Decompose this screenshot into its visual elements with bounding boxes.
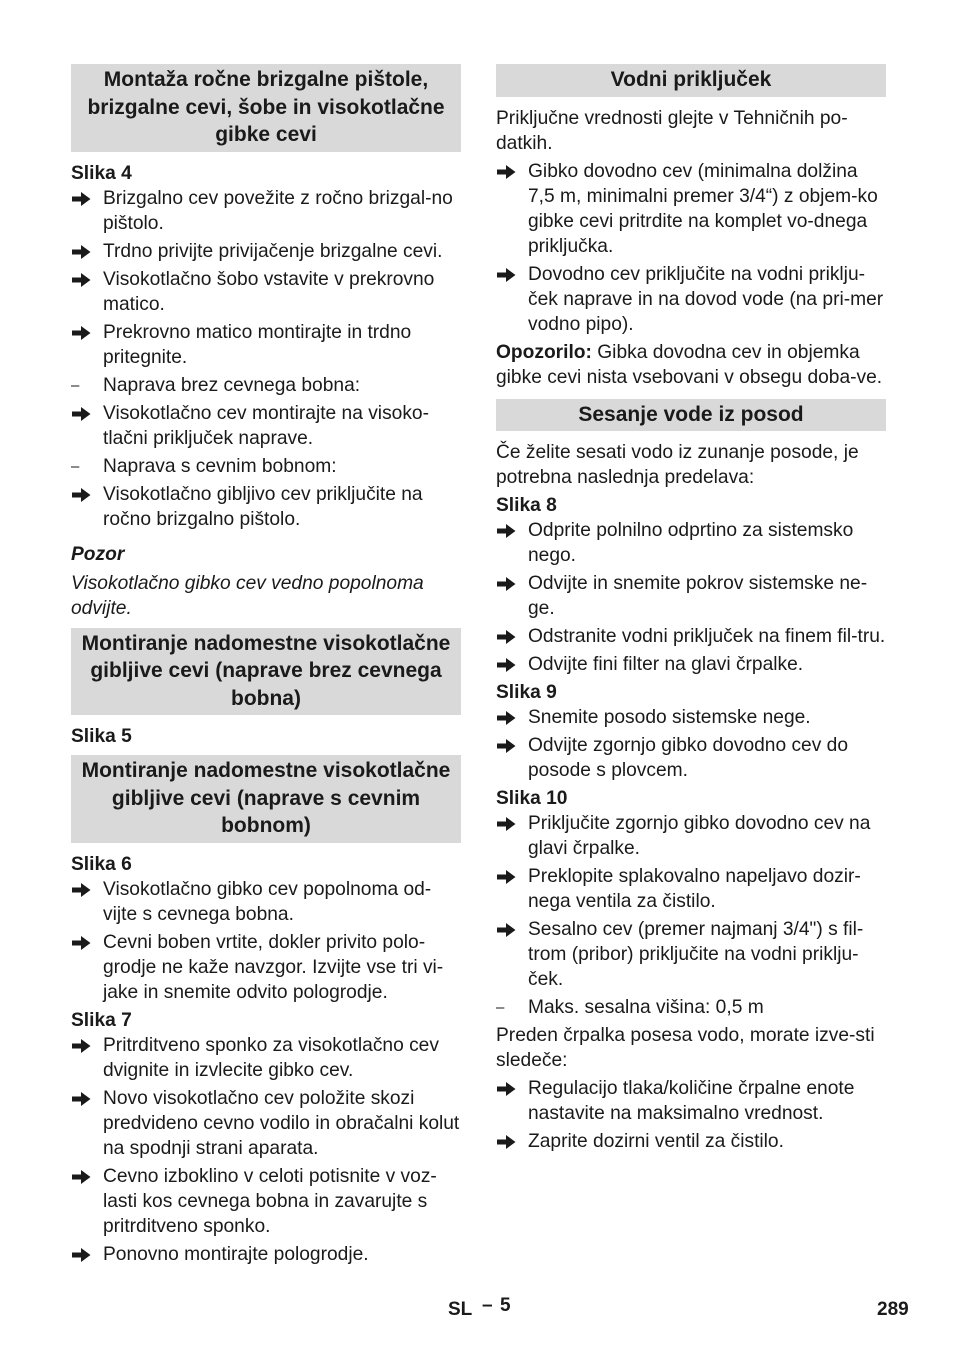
section-heading-hose-with-drum: Montiranje nadomestne visokotlačne gibljive cevi (naprave s cevnim bobnom): [71, 755, 461, 843]
arrow-right-icon: [72, 406, 91, 422]
arrow-right-icon: [72, 325, 91, 341]
step-text: Trdno privijte privijačenje brizgalne cevi.: [103, 240, 443, 262]
footer-separator: –: [482, 1295, 493, 1316]
step-text: Priključite zgornjo gibko dovodno cev na glavi črpalke.: [528, 813, 871, 859]
list-item-text: Maks. sesalna višina: 0,5 m: [528, 997, 764, 1018]
step-text: Preklopite splakovalno napeljavo dozir-nega ventila za čistilo.: [528, 866, 861, 912]
section-heading-hose-no-drum: Montiranje nadomestne visokotlačne gibljive cevi (naprave brez cevnega bobna): [71, 628, 461, 716]
note-paragraph: [496, 340, 886, 390]
step-item: [71, 267, 461, 317]
section-heading-suction: Sesanje vode iz posod: [496, 399, 886, 432]
left-column: [71, 64, 461, 1270]
step-item: [496, 159, 886, 259]
step-text: Odvijte fini filter na glavi črpalke.: [528, 654, 804, 675]
arrow-right-icon: [497, 816, 516, 832]
step-item: [71, 239, 461, 264]
figure-label: Slika 7: [71, 1009, 132, 1031]
arrow-right-icon: [497, 922, 516, 938]
arrow-right-icon: [497, 657, 516, 673]
step-item: [496, 705, 886, 730]
footer-language: SL: [448, 1299, 473, 1320]
steps-list: [496, 1076, 886, 1154]
step-text: Snemite posodo sistemske nege.: [528, 707, 811, 728]
step-text: Dovodno cev priključite na vodni priklju-ček naprave in na dovod vode (na pri-mer vodno pipo).: [528, 263, 884, 335]
step-text: Visokotlačno šobo vstavite v prekrovno matico.: [103, 268, 435, 315]
dash-marker: –: [71, 376, 80, 394]
step-item: [71, 320, 461, 370]
list-item-text: Naprava brez cevnega bobna:: [103, 374, 361, 396]
step-text: Prekrovno matico montirajte in trdno pritegnite.: [103, 321, 412, 368]
arrow-right-icon: [72, 1247, 91, 1263]
step-text: Visokotlačno gibljivo cev priključite na ročno brizgalno pištolo.: [103, 483, 423, 530]
paragraph: Preden črpalka posesa vodo, morate izve-sti sledeče:: [496, 1025, 875, 1071]
step-text: Visokotlačno cev montirajte na visoko-tlačni priključek naprave.: [103, 402, 429, 449]
list-item-text: Naprava s cevnim bobnom:: [103, 455, 337, 477]
step-item: [496, 571, 886, 621]
step-text: Cevno izboklino v celoti potisnite v voz-lasti kos cevnega bobna in zavarujte s pritrditveno sponko.: [103, 1165, 437, 1237]
arrow-right-icon: [72, 244, 91, 260]
list-item: [71, 454, 461, 479]
steps-list: [496, 811, 886, 992]
paragraph: Če želite sesati vodo iz zunanje posode, je potrebna naslednja predelava:: [496, 442, 859, 488]
arrow-right-icon: [72, 191, 91, 207]
arrow-right-icon: [497, 267, 516, 283]
figure-label: Slika 5: [71, 726, 132, 747]
arrow-right-icon: [497, 738, 516, 754]
step-item: [71, 1242, 461, 1267]
caution-text: Visokotlačno gibko cev vedno popolnoma odvijte.: [71, 572, 424, 619]
step-text: Odprite polnilno odprtino za sistemsko nego.: [528, 520, 854, 566]
step-item: [71, 877, 461, 927]
arrow-right-icon: [497, 1081, 516, 1097]
dash-marker: –: [496, 999, 505, 1016]
arrow-right-icon: [72, 487, 91, 503]
step-item: [496, 262, 886, 337]
figure-label: Slika 8: [496, 495, 557, 516]
step-text: Odvijte zgornjo gibko dovodno cev do posode s plovcem.: [528, 735, 848, 781]
step-text: Regulacijo tlaka/količine črpalne enote nastavite na maksimalno vrednost.: [528, 1078, 855, 1124]
step-item: [496, 1076, 886, 1126]
step-text: Pritrditveno sponko za visokotlačno cev dvignite in izvlecite gibko cev.: [103, 1034, 439, 1081]
step-text: Novo visokotlačno cev položite skozi predvideno cevno vodilo in obračalni kolut na spodnji strani aparata.: [103, 1087, 460, 1159]
step-text: Odvijte in snemite pokrov sistemske ne-ge.: [528, 573, 868, 619]
arrow-right-icon: [72, 882, 91, 898]
dash-marker: –: [71, 457, 80, 475]
arrow-right-icon: [497, 869, 516, 885]
note-text: Gibka dovodna cev in objemka gibke cevi nista vsebovani v obsegu doba-ve.: [496, 341, 883, 388]
section-heading-water-connection: Vodni priključek: [496, 64, 886, 97]
footer-local-page: 5: [500, 1295, 511, 1316]
arrow-right-icon: [497, 710, 516, 726]
figure-label: Slika 4: [71, 162, 132, 184]
step-text: Zaprite dozirni ventil za čistilo.: [528, 1131, 784, 1152]
arrow-right-icon: [72, 935, 91, 951]
list-item: [71, 373, 461, 398]
right-column: [496, 64, 886, 1157]
step-item: [71, 1086, 461, 1161]
step-item: [496, 917, 886, 992]
note-label: Opozorilo:: [496, 341, 592, 363]
steps-list: [71, 1033, 461, 1267]
steps-list: [496, 705, 886, 783]
step-item: [496, 733, 886, 783]
steps-list: [71, 186, 461, 370]
arrow-right-icon: [497, 523, 516, 539]
figure-label: Slika 10: [496, 788, 568, 809]
arrow-right-icon: [497, 629, 516, 645]
step-item: [71, 401, 461, 451]
step-item: [71, 930, 461, 1005]
arrow-right-icon: [72, 1169, 91, 1185]
arrow-right-icon: [497, 164, 516, 180]
steps-list: [496, 518, 886, 677]
step-item: [496, 652, 886, 677]
step-item: [496, 864, 886, 914]
step-item: [496, 624, 886, 649]
steps-list: [71, 877, 461, 1005]
step-item: [71, 186, 461, 236]
step-item: [496, 811, 886, 861]
steps-list: [71, 482, 461, 532]
steps-list: [496, 159, 886, 337]
arrow-right-icon: [72, 272, 91, 288]
step-text: Visokotlačno gibko cev popolnoma od-vijte s cevnega bobna.: [103, 878, 432, 925]
paragraph: Priključne vrednosti glejte v Tehničnih po-datkih.: [496, 107, 848, 154]
figure-label: Slika 6: [71, 853, 132, 875]
arrow-right-icon: [497, 1134, 516, 1150]
arrow-right-icon: [72, 1091, 91, 1107]
page-number: 289: [877, 1299, 909, 1320]
steps-list: [71, 401, 461, 451]
arrow-right-icon: [497, 576, 516, 592]
step-item: [71, 1033, 461, 1083]
step-item: [71, 1164, 461, 1239]
step-text: Cevni boben vrtite, dokler privito polo-grodje ne kaže navzgor. Izvijte vse tri vi-jake in snemite odvito pologrodje.: [103, 931, 444, 1003]
step-item: [71, 482, 461, 532]
caution-title: Pozor: [71, 543, 125, 565]
arrow-right-icon: [72, 1038, 91, 1054]
step-text: Gibko dovodno cev (minimalna dolžina 7,5 m, minimalni premer 3/4“) z objem-ko gibke cevi pritrdite na komplet vo-dnega priključka.: [528, 160, 878, 257]
step-text: Ponovno montirajte pologrodje.: [103, 1243, 369, 1265]
step-text: Brizgalno cev povežite z ročno brizgal-no pištolo.: [103, 187, 453, 234]
figure-label: Slika 9: [496, 682, 557, 703]
step-text: Odstranite vodni priključek na finem fil-tru.: [528, 626, 886, 647]
step-item: [496, 1129, 886, 1154]
list-item: [496, 995, 886, 1020]
section-heading-gun-assembly: Montaža ročne brizgalne pištole, brizgalne cevi, šobe in visokotlačne gibke cevi: [71, 64, 461, 152]
step-item: [496, 518, 886, 568]
step-text: Sesalno cev (premer najmanj 3/4") s fil-trom (pribor) priključite na vodni priklju-ček.: [528, 919, 864, 990]
